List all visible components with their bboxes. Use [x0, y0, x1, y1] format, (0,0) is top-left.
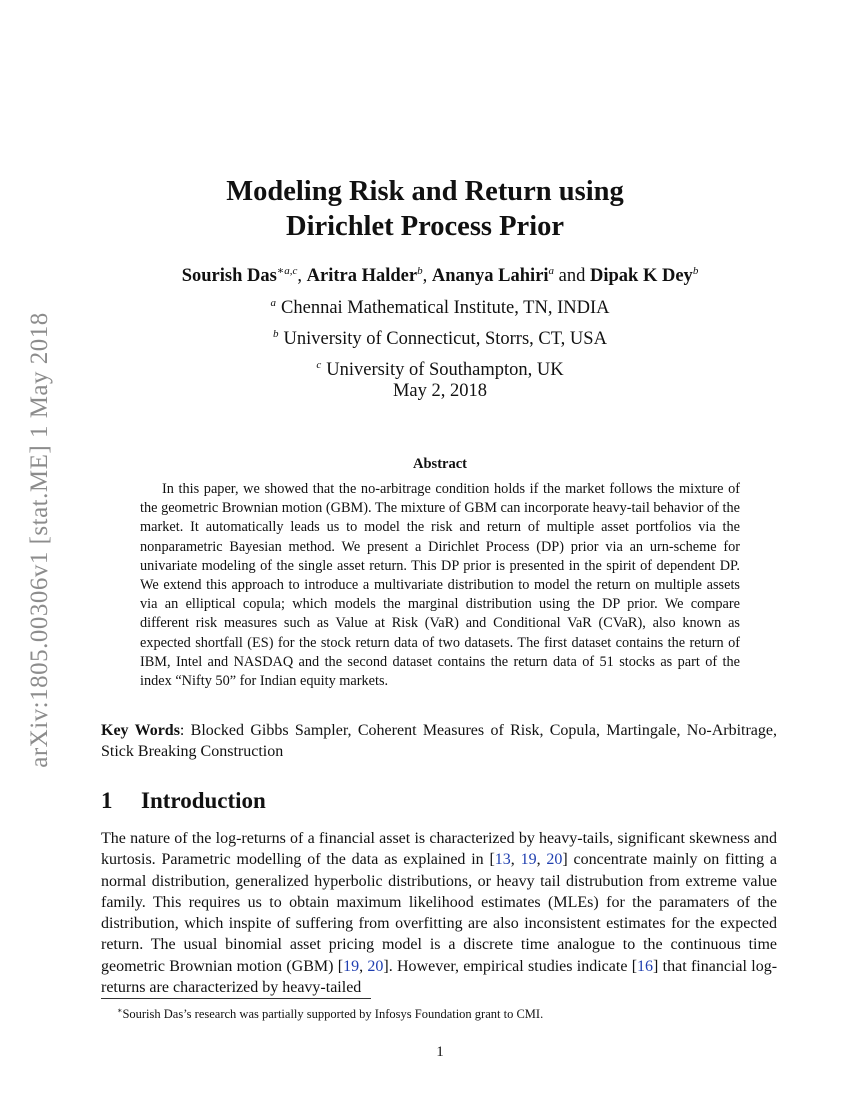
section-heading	[101, 788, 266, 814]
footnote-text: Sourish Das’s research was partially supported by Infosys Foundation grant to CMI.	[122, 1007, 544, 1022]
citation-link[interactable]: 16	[637, 957, 654, 975]
affiliation-list	[0, 290, 850, 383]
page-number: 1	[436, 1044, 444, 1060]
author-list: Sourish Das$^{∗a,c}$, Aritra Halder$^b$, Ananya Lahiri$^a$ and Dipak K Dey$^b$	[181, 265, 699, 287]
citation-link[interactable]: 19	[343, 957, 360, 975]
section-number: 1	[101, 788, 113, 813]
citation-link[interactable]: 13	[494, 851, 511, 869]
citation-link[interactable]: 20	[546, 851, 563, 869]
publication-date: May 2, 2018	[392, 381, 488, 401]
affiliation: $^a$ Chennai Mathematical Institute, TN, INDIA	[270, 297, 610, 319]
section-title: Introduction	[141, 788, 266, 813]
title-line-2: Dirichlet Process Prior	[285, 211, 565, 242]
author-affiliation-marker: ∗a,c	[276, 265, 298, 277]
author-name: Sourish Das	[181, 266, 277, 287]
keywords-label: Key Words	[101, 722, 180, 739]
author-affiliation-marker: a	[548, 265, 555, 277]
affiliation: $^b$ University of Connecticut, Storrs, CT, USA	[273, 328, 607, 350]
author-name: Dipak K Dey	[590, 266, 693, 287]
keywords-text: : Blocked Gibbs Sampler, Coherent Measures of Risk, Copula, Martingale, No-Arbitrage, Stick Breaking Construction	[101, 722, 777, 760]
author-name: Ananya Lahiri	[431, 266, 549, 287]
author-name: Aritra Halder	[306, 266, 418, 287]
footnote-marker: ∗	[117, 1006, 123, 1015]
author-affiliation-marker: b	[417, 265, 423, 277]
introduction-paragraph: The nature of the log-returns of a financial asset is characterized by heavy-tails, significant skewness and kurtosis. Parametric modelling of the data as explained in [13, 19, 20] concentrate mainly on fitting a normal distribution, generalized hyperbolic distributions, or heavy tail distrubution from extreme value family. This requires us to obtain maximum likelihood estimates (MLEs) for the paramaters of the distribution, which inspite of suffering from overfitting are also inconsistent estimates for the expected return. The usual binomial asset pricing model is a discrete time analogue to the continuous time geometric Brownian motion (GBM) [19, 20]. However, empirical studies indicate [16] that financial log-returns are characterized by heavy-tailed	[101, 830, 778, 997]
keywords-paragraph	[101, 720, 777, 762]
paper-title	[0, 174, 850, 244]
abstract-heading: Abstract	[413, 456, 467, 472]
abstract-body: In this paper, we showed that the no-arbitrage condition holds if the market follows the mixture of the geometric Brownian motion (GBM). The mixture of GBM can incorporate heavy-tail behavior of the market. It automatically leads us to model the risk and return of multiple asset portfolios via the nonparametric Bayesian method. We present a Dirichlet Process (DP) prior via an urn-scheme for univariate modeling of the single asset return. This DP prior is presented in the spirit of dependent DP. We extend this approach to introduce a multivariate distribution to model the return on multiple assets via an elliptical copula; which models the marginal distribution using the DP prior. We compare different risk measures such as Value at Risk (VaR) and Conditional VaR (CVaR), also known as expected shortfall (ES) for the stock return data of two datasets. The first dataset contains the return of IBM, Intel and NASDAQ and the second dataset contains the return data of 51 stocks as part of the index “Nifty 50” for Indian equity markets.	[140, 481, 740, 690]
affiliation: $^c$ University of Southampton, UK	[316, 359, 564, 381]
arxiv-identifier-stamp: arXiv:1805.00306v1 [stat.ME] 1 May 2018	[26, 312, 53, 768]
title-line-1: Modeling Risk and Return using	[226, 176, 624, 207]
footnote	[101, 1003, 777, 1022]
citation-link[interactable]: 20	[367, 957, 384, 975]
footnote-divider	[101, 998, 371, 999]
author-affiliation-marker: b	[692, 265, 699, 277]
citation-link[interactable]: 19	[520, 851, 537, 869]
